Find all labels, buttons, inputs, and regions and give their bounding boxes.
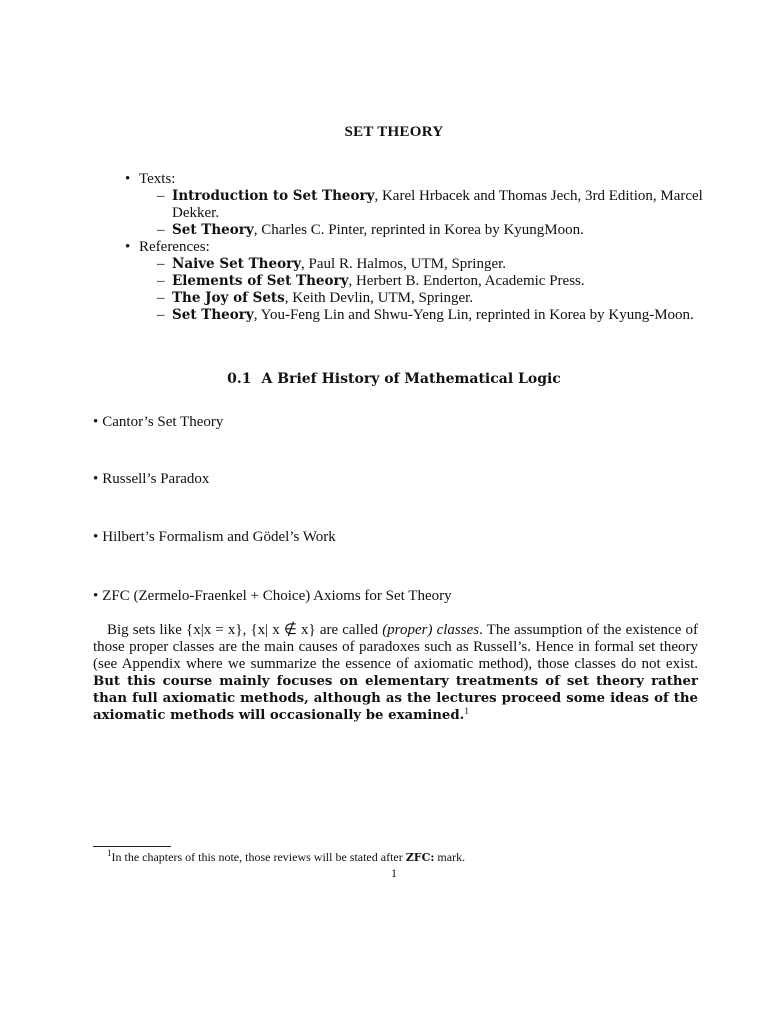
reference-item (125, 256, 705, 273)
paragraph-italic: (proper) classes (382, 622, 480, 638)
body-paragraph (93, 622, 698, 724)
paragraph-text: . The assumption of the existence of those proper classes are the main causes of paradoxes such as Russell’s. Hence in formal set theory (see Appendix where we summarize the essence of axiomatic method), those classes do not exist. (93, 622, 698, 672)
section-title: A Brief History of Mathematical Logic (261, 371, 561, 387)
footnote-text: In the chapters of this note, those reviews will be stated after (111, 850, 406, 864)
bibliography (125, 171, 705, 324)
topic-item: • Hilbert’s Formalism and Gödel’s Work (93, 529, 336, 546)
reference-item (125, 273, 705, 290)
paragraph-bold: But this course mainly focuses on elementary treatments of set theory rather than full axiomatic methods, although as the lectures proceed some ideas of the axiomatic methods will occasionally be examined. (93, 674, 698, 723)
footnote-number: 1 (107, 848, 112, 858)
topic-item: • Russell’s Paradox (93, 471, 209, 488)
reference-title: Set Theory (172, 307, 254, 323)
text-title: Set Theory (172, 222, 254, 238)
reference-details: , You-Feng Lin and Shwu-Yeng Lin, reprinted in Korea by Kyung-Moon. (253, 307, 694, 323)
text-item (125, 188, 705, 222)
text-details: , Karel Hrbacek and Thomas Jech, 3rd Edition, Marcel Dekker. (172, 188, 703, 221)
text-details: , Charles C. Pinter, reprinted in Korea by KyungMoon. (253, 222, 584, 238)
reference-title: Naive Set Theory (172, 256, 302, 272)
section-number: 0.1 (227, 371, 252, 387)
footnote (107, 850, 465, 865)
text-item (125, 222, 705, 239)
reference-item (125, 307, 705, 324)
texts-heading: • Texts: (125, 171, 705, 188)
references-heading: • References: (125, 239, 705, 256)
section-heading (0, 371, 768, 387)
reference-title: The Joy of Sets (172, 290, 285, 306)
footnote-end: mark. (434, 850, 466, 864)
paragraph-intro: Big sets like {x|x = x}, {x| x ∉ x} are called (107, 622, 383, 638)
reference-details: , Herbert B. Enderton, Academic Press. (348, 273, 585, 289)
reference-title: Elements of Set Theory (172, 273, 349, 289)
footnote-rule (93, 846, 171, 847)
reference-item (125, 290, 705, 307)
footnote-bold: ZFC: (405, 851, 435, 864)
topic-item: • Cantor’s Set Theory (93, 414, 223, 431)
footnote-marker: 1 (464, 706, 469, 716)
reference-details: , Keith Devlin, UTM, Springer. (284, 290, 474, 306)
reference-details: , Paul R. Halmos, UTM, Springer. (301, 256, 507, 272)
text-title: Introduction to Set Theory (172, 188, 375, 204)
topic-item: • ZFC (Zermelo-Fraenkel + Choice) Axioms for Set Theory (93, 588, 452, 605)
page-title: SET THEORY (344, 124, 444, 140)
page-number: 1 (391, 866, 397, 880)
